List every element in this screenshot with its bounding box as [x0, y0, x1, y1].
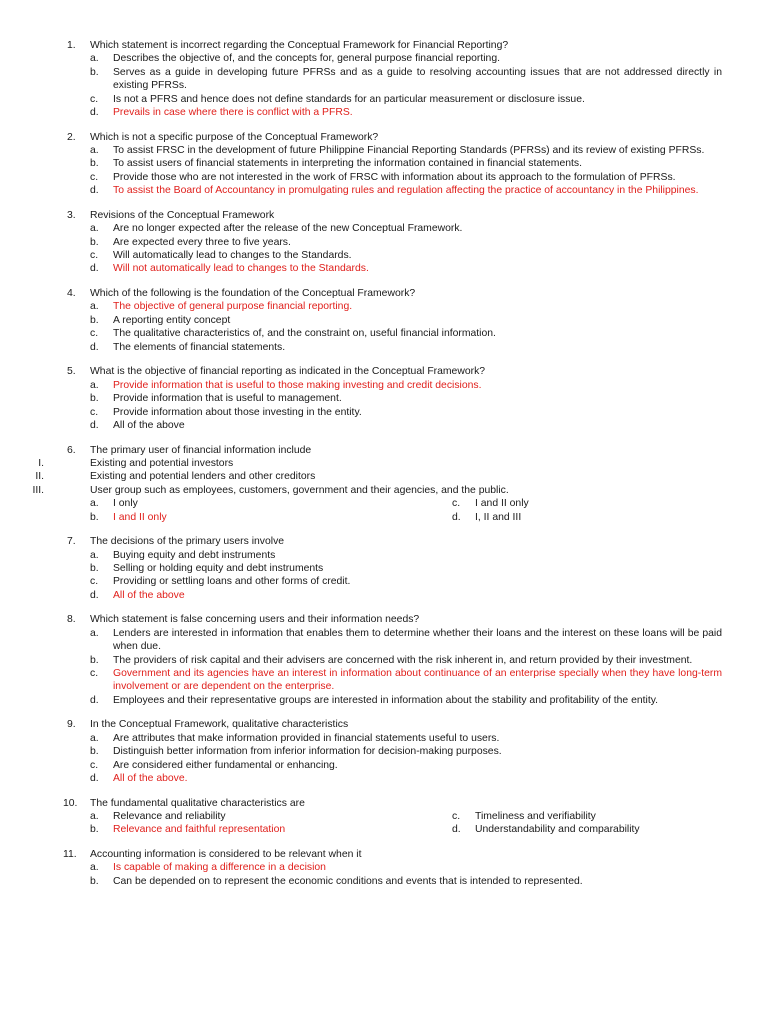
- option-text: Can be depended on to represent the economic conditions and events that is intended to represented.: [113, 875, 583, 887]
- option-letter: c.: [452, 498, 461, 510]
- option-text: Understandability and comparability: [475, 824, 640, 836]
- question-number: 8.: [67, 614, 76, 626]
- question-7: [0, 535, 768, 602]
- question-1: [0, 39, 768, 119]
- option-letter: d.: [90, 263, 99, 275]
- question-5: [0, 365, 768, 432]
- question-number: 5.: [67, 366, 76, 378]
- option-text: I, II and III: [475, 511, 522, 523]
- option-letter: a.: [90, 301, 99, 313]
- option-text: A reporting entity concept: [113, 314, 231, 326]
- option-letter: b.: [90, 875, 99, 887]
- question-stem: The decisions of the primary users involve: [90, 536, 285, 548]
- option-letter: b.: [90, 746, 99, 758]
- option-text: Buying equity and debt instruments: [113, 549, 276, 561]
- option-text: Lenders are interested in information that enables them to determine whether their loans and the interest on these loans will be paid when due.: [113, 627, 722, 653]
- option-row: [0, 497, 768, 510]
- correct-answer-text: Provide information that is useful to those making investing and credit decisions.: [113, 379, 482, 391]
- option-letter: c.: [90, 250, 99, 262]
- question-2: [0, 131, 768, 198]
- option-letter: a.: [90, 810, 99, 822]
- option-text: The qualitative characteristics of, and the constraint on, useful financial information.: [113, 328, 496, 340]
- roman-item-text: User group such as employees, customers, government and their agencies, and the public.: [90, 484, 509, 496]
- option-letter: c.: [90, 759, 99, 771]
- question-number: 3.: [67, 209, 76, 221]
- correct-answer-text: Relevance and faithful representation: [113, 824, 286, 836]
- option-letter: b.: [90, 66, 99, 78]
- question-stem: Which of the following is the foundation of the Conceptual Framework?: [90, 288, 416, 300]
- correct-answer-text: Government and its agencies have an interest in information about continuance of an enterprise specially when they have long-term involvement or are dependent on the enterprise.: [113, 667, 722, 693]
- option-letter: a.: [90, 627, 99, 639]
- option-letter: a.: [90, 223, 99, 235]
- option-letter: d.: [90, 772, 99, 784]
- correct-answer-text: Is capable of making a difference in a decision: [113, 862, 326, 874]
- question-3: [0, 209, 768, 276]
- option-text: All of the above: [113, 419, 185, 431]
- roman-item-text: Existing and potential investors: [90, 457, 234, 469]
- question-4: [0, 287, 768, 354]
- option-row: [0, 511, 768, 524]
- option-text: Is not a PFRS and hence does not define standards for an particular measurement or disclosure issue.: [113, 93, 585, 105]
- correct-answer-text: To assist the Board of Accountancy in promulgating rules and regulation affecting the practice of accountancy in the Philippines.: [113, 185, 699, 197]
- question-8: [0, 613, 768, 707]
- roman-item-text: Existing and potential lenders and other creditors: [90, 471, 316, 483]
- option-text: Relevance and reliability: [113, 810, 226, 822]
- roman-numeral: III.: [32, 484, 44, 496]
- option-text: Are attributes that make information provided in financial statements useful to users.: [113, 732, 500, 744]
- question-stem: Which is not a specific purpose of the Conceptual Framework?: [90, 131, 379, 143]
- option-letter: c.: [452, 810, 461, 822]
- option-letter: c.: [90, 576, 99, 588]
- question-number: 6.: [67, 444, 76, 456]
- option-letter: b.: [90, 236, 99, 248]
- question-9: [0, 718, 768, 785]
- correct-answer-text: Prevails in case where there is conflict with a PFRS.: [113, 107, 353, 119]
- option-text: The providers of risk capital and their advisers are concerned with the risk inherent in, and return provided by their investment.: [113, 654, 693, 666]
- question-number: 7.: [67, 536, 76, 548]
- option-text: To assist users of financial statements in interpreting the information contained in financial statements.: [113, 158, 582, 170]
- option-text: Are expected every three to five years.: [113, 236, 291, 248]
- option-letter: a.: [90, 379, 99, 391]
- option-letter: a.: [90, 862, 99, 874]
- option-text: To assist FRSC in the development of future Philippine Financial Reporting Standards (PFRSs) and its review of existing PFRSs.: [113, 145, 705, 157]
- option-letter: b.: [90, 158, 99, 170]
- option-letter: b.: [90, 393, 99, 405]
- option-text: Serves as a guide in developing future PFRSs and as a guide to resolving accounting issues that are not addressed directly in existing PFRSs.: [113, 66, 722, 92]
- option-letter: d.: [90, 694, 99, 706]
- question-stem: In the Conceptual Framework, qualitative characteristics: [90, 719, 349, 731]
- option-row: [0, 810, 768, 823]
- option-text: I and II only: [475, 498, 529, 510]
- option-letter: d.: [90, 341, 99, 353]
- option-text: Provide information that is useful to management.: [113, 393, 342, 405]
- question-stem: The fundamental qualitative characteristics are: [90, 797, 305, 809]
- question-10: [0, 797, 768, 837]
- option-letter: d.: [90, 107, 99, 119]
- question-number: 4.: [67, 288, 76, 300]
- option-letter: d.: [90, 419, 99, 431]
- option-text: Provide those who are not interested in the work of FRSC with information about its approach to the formulation of PFRSs.: [113, 171, 676, 183]
- option-letter: b.: [90, 562, 99, 574]
- option-letter: a.: [90, 498, 99, 510]
- question-group-1-5: [0, 39, 768, 432]
- option-letter: a.: [90, 549, 99, 561]
- option-text: Timeliness and verifiability: [475, 810, 596, 822]
- option-letter: b.: [90, 314, 99, 326]
- option-letter: c.: [90, 171, 99, 183]
- correct-answer-text: All of the above.: [113, 772, 188, 784]
- option-letter: c.: [90, 328, 99, 340]
- option-letter: b.: [90, 511, 99, 523]
- correct-answer-text: All of the above: [113, 589, 185, 601]
- option-text: Describes the objective of, and the concepts for, general purpose financial reporting.: [113, 53, 500, 65]
- question-11: [0, 848, 768, 888]
- question-stem: The primary user of financial information include: [90, 444, 312, 456]
- question-stem: Accounting information is considered to be relevant when it: [90, 848, 362, 860]
- roman-numeral: II.: [35, 471, 44, 483]
- option-text: Selling or holding equity and debt instruments: [113, 562, 324, 574]
- question-number: 1.: [67, 40, 76, 51]
- question-stem: What is the objective of financial reporting as indicated in the Conceptual Framework?: [90, 366, 486, 378]
- quiz-document: [0, 39, 768, 899]
- option-letter: d.: [452, 511, 461, 523]
- option-letter: d.: [90, 185, 99, 197]
- option-letter: c.: [90, 406, 99, 418]
- option-text: Employees and their representative groups are interested in information about the stability and profitability of the entity.: [113, 694, 659, 706]
- question-number: 2.: [67, 131, 76, 143]
- option-text: The elements of financial statements.: [113, 341, 286, 353]
- question-number: 9.: [67, 719, 76, 731]
- option-letter: a.: [90, 53, 99, 65]
- option-letter: c.: [90, 667, 99, 679]
- option-letter: b.: [90, 824, 99, 836]
- question-6: [0, 444, 768, 524]
- option-letter: a.: [90, 732, 99, 744]
- option-letter: b.: [90, 654, 99, 666]
- roman-numeral: I.: [38, 457, 44, 469]
- option-text: Providing or settling loans and other forms of credit.: [113, 576, 351, 588]
- option-text: Provide information about those investing in the entity.: [113, 406, 362, 418]
- correct-answer-text: Will not automatically lead to changes to the Standards.: [113, 263, 369, 275]
- option-row: [0, 823, 768, 836]
- option-letter: d.: [452, 824, 461, 836]
- option-text: I only: [113, 498, 138, 510]
- question-stem: Which statement is false concerning users and their information needs?: [90, 614, 420, 626]
- question-number: 10.: [63, 797, 78, 809]
- option-text: Are considered either fundamental or enhancing.: [113, 759, 338, 771]
- option-text: Distinguish better information from inferior information for decision-making purposes.: [113, 746, 502, 758]
- correct-answer-text: The objective of general purpose financial reporting.: [113, 301, 353, 313]
- option-text: Are no longer expected after the release of the new Conceptual Framework.: [113, 223, 463, 235]
- option-letter: a.: [90, 145, 99, 157]
- question-number: 11.: [63, 848, 77, 860]
- option-letter: d.: [90, 589, 99, 601]
- option-letter: c.: [90, 93, 99, 105]
- option-text: Will automatically lead to changes to the Standards.: [113, 250, 352, 262]
- question-stem: Which statement is incorrect regarding the Conceptual Framework for Financial Reporting?: [90, 40, 509, 51]
- correct-answer-text: I and II only: [113, 511, 167, 523]
- question-stem: Revisions of the Conceptual Framework: [90, 209, 275, 221]
